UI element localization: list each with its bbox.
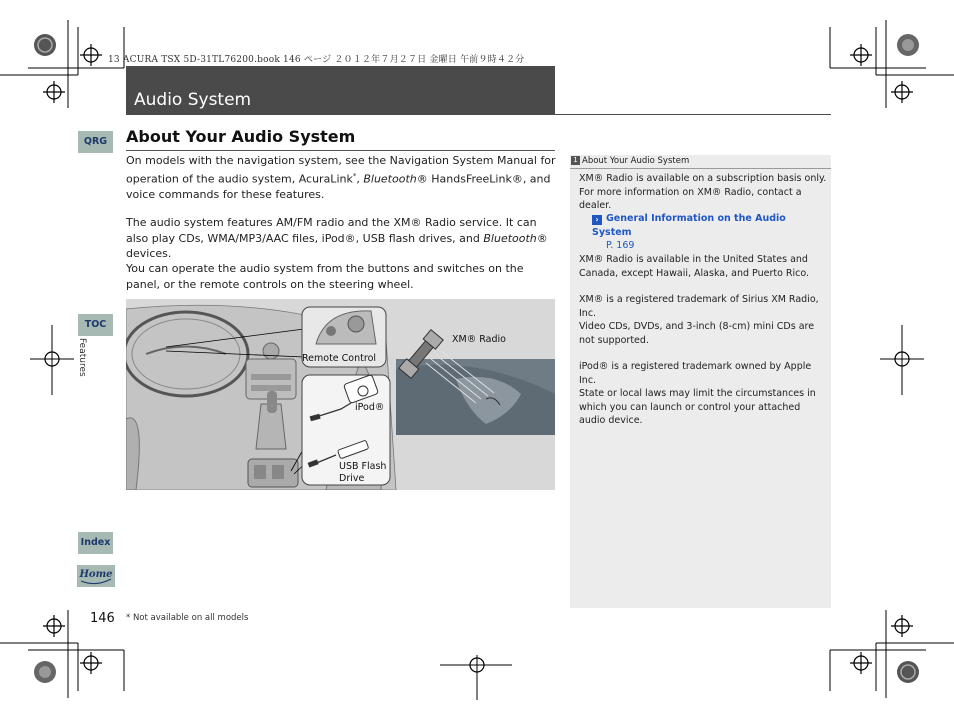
chapter-title: Audio System xyxy=(134,90,252,110)
link-page-ref[interactable]: P. 169 xyxy=(606,240,635,251)
footnote: * Not available on all models xyxy=(126,613,249,623)
usb-caption-line2: Drive xyxy=(339,473,365,484)
general-info-link[interactable]: › General Information on the Audio System P. 169 xyxy=(592,213,786,251)
page-number: 146 xyxy=(90,611,115,626)
home-button[interactable] xyxy=(77,565,115,587)
sidebar-paragraph: XM® Radio is available on a subscription basis only. For more information on XM® Radio, contact a dealer. xyxy=(579,173,827,211)
remote-control-caption: Remote Control xyxy=(302,353,377,364)
sidebar-paragraph: iPod® is a registered trademark owned by Apple Inc. xyxy=(579,361,812,386)
controls-paragraph: You can operate the audio system from the buttons and switches on the panel, or the remote controls on the steering wheel. xyxy=(126,262,524,291)
banner-rule xyxy=(126,114,831,115)
section-title: About Your Audio System xyxy=(126,127,356,146)
sidebar-header: 1 About Your Audio System xyxy=(570,155,831,169)
index-button[interactable]: Index xyxy=(78,532,113,554)
sidebar-paragraph: Video CDs, DVDs, and 3-inch (8-cm) mini CDs are not supported. xyxy=(579,321,815,346)
intro-paragraph: On models with the navigation system, see the Navigation System Manual for operation of the audio system, AcuraLink*, Bluetooth® HandsFreeLink®, and voice commands for these features. xyxy=(126,154,556,201)
section-rule xyxy=(126,150,555,151)
note-number-icon: 1 xyxy=(571,156,580,165)
print-header: 13 ACURA TSX 5D-31TL76200.book 146 ページ ２０１２年７月２７日 金曜日 午前９時４２分 xyxy=(108,55,525,65)
features-paragraph: The audio system features AM/FM radio and the XM® Radio service. It can also play CDs, WMA/MP3/AAC files, iPod®, USB flash drives, and Bluetooth® devices. xyxy=(126,216,548,260)
audio-system-illustration xyxy=(126,299,555,490)
xm-radio-caption: XM® Radio xyxy=(452,334,506,345)
sidebar-note xyxy=(570,155,831,608)
link-arrow-icon: › xyxy=(592,215,602,225)
home-label: Home xyxy=(79,569,113,580)
ipod-caption: iPod® xyxy=(355,402,385,413)
toc-button[interactable]: TOC xyxy=(78,314,113,336)
usb-caption-line1: USB Flash xyxy=(339,461,387,472)
qrg-button[interactable]: QRG xyxy=(78,131,113,153)
sidebar-paragraph: XM® is a registered trademark of Sirius XM Radio, Inc. xyxy=(579,294,819,319)
sidebar-paragraph: XM® Radio is available in the United States and Canada, except Hawaii, Alaska, and Puerto Rico. xyxy=(579,254,810,279)
chapter-tab-label: Features xyxy=(77,338,87,377)
sidebar-paragraph: State or local laws may limit the circumstances in which you can launch or control your attached audio device. xyxy=(579,388,816,426)
